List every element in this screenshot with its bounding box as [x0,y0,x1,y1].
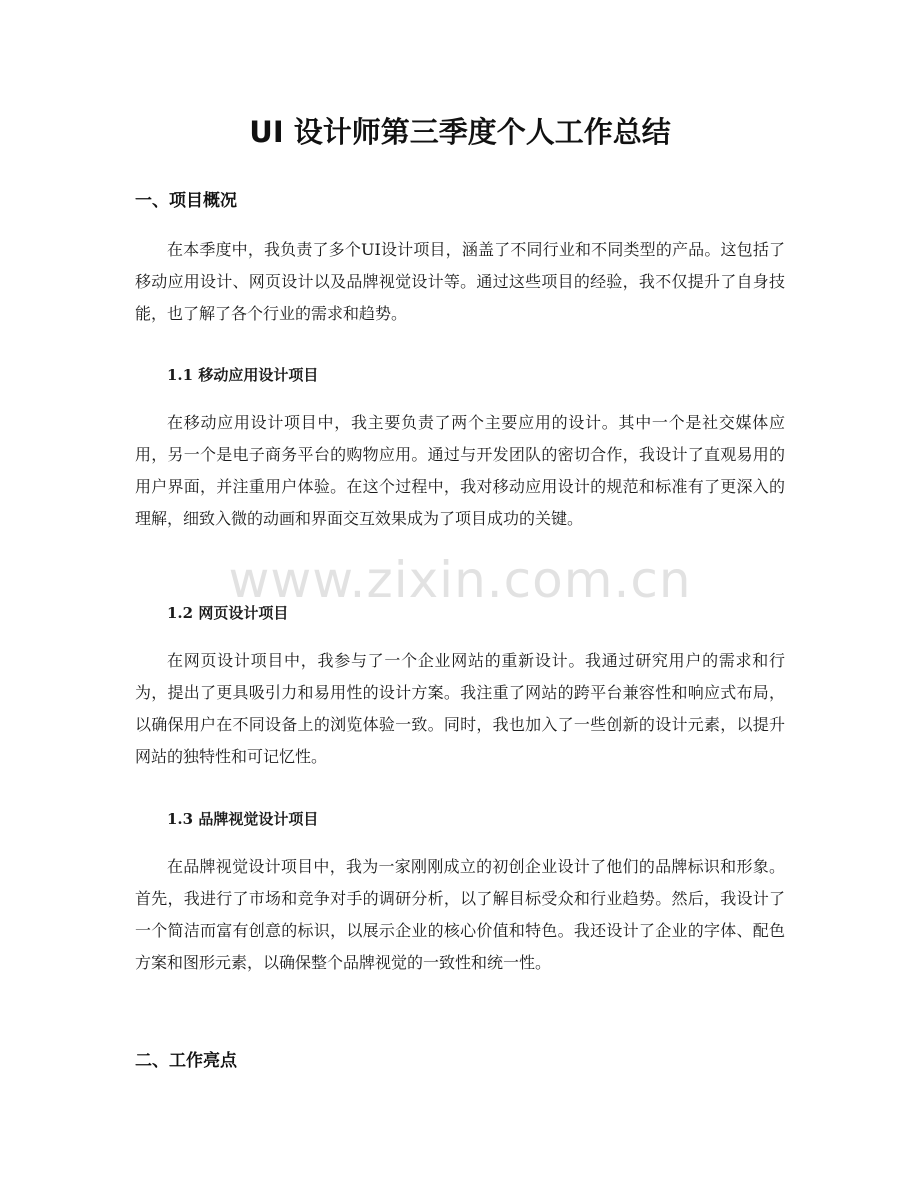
web-project-paragraph: 在网页设计项目中，我参与了一个企业网站的重新设计。我通过研究用户的需求和行为，提出了更具吸引力和易用性的设计方案。我注重了网站的跨平台兼容性和响应式布局，以确保用户在不同设备上的浏览体验一致。同时，我也加入了一些创新的设计元素，以提升网站的独特性和可记忆性。 [135,651,785,766]
subsection-heading-web: 1.2 网页设计项目 [167,604,289,622]
document-title: UI 设计师第三季度个人工作总结 [249,115,671,149]
subsection-heading-mobile: 1.1 移动应用设计项目 [167,366,319,384]
overview-paragraph: 在本季度中，我负责了多个UI设计项目，涵盖了不同行业和不同类型的产品。这包括了移动应用设计、网页设计以及品牌视觉设计等。通过这些项目的经验，我不仅提升了自身技能，也了解了各个行业的需求和趋势。 [135,240,785,323]
watermark: www.zixin.com.cn [228,551,692,609]
section-heading-highlights: 二、工作亮点 [135,1051,237,1071]
brand-project-paragraph: 在品牌视觉设计项目中，我为一家刚刚成立的初创企业设计了他们的品牌标识和形象。首先，我进行了市场和竞争对手的调研分析，以了解目标受众和行业趋势。然后，我设计了一个简洁而富有创意的标识，以展示企业的核心价值和特色。我还设计了企业的字体、配色方案和图形元素，以确保整个品牌视觉的一致性和统一性。 [135,857,785,972]
mobile-project-paragraph: 在移动应用设计项目中，我主要负责了两个主要应用的设计。其中一个是社交媒体应用，另一个是电子商务平台的购物应用。通过与开发团队的密切合作，我设计了直观易用的用户界面，并注重用户体验。在这个过程中，我对移动应用设计的规范和标准有了更深入的理解，细致入微的动画和界面交互效果成为了项目成功的关键。 [135,413,785,528]
subsection-heading-brand: 1.3 品牌视觉设计项目 [167,810,319,828]
section-heading-overview: 一、项目概况 [135,191,237,211]
